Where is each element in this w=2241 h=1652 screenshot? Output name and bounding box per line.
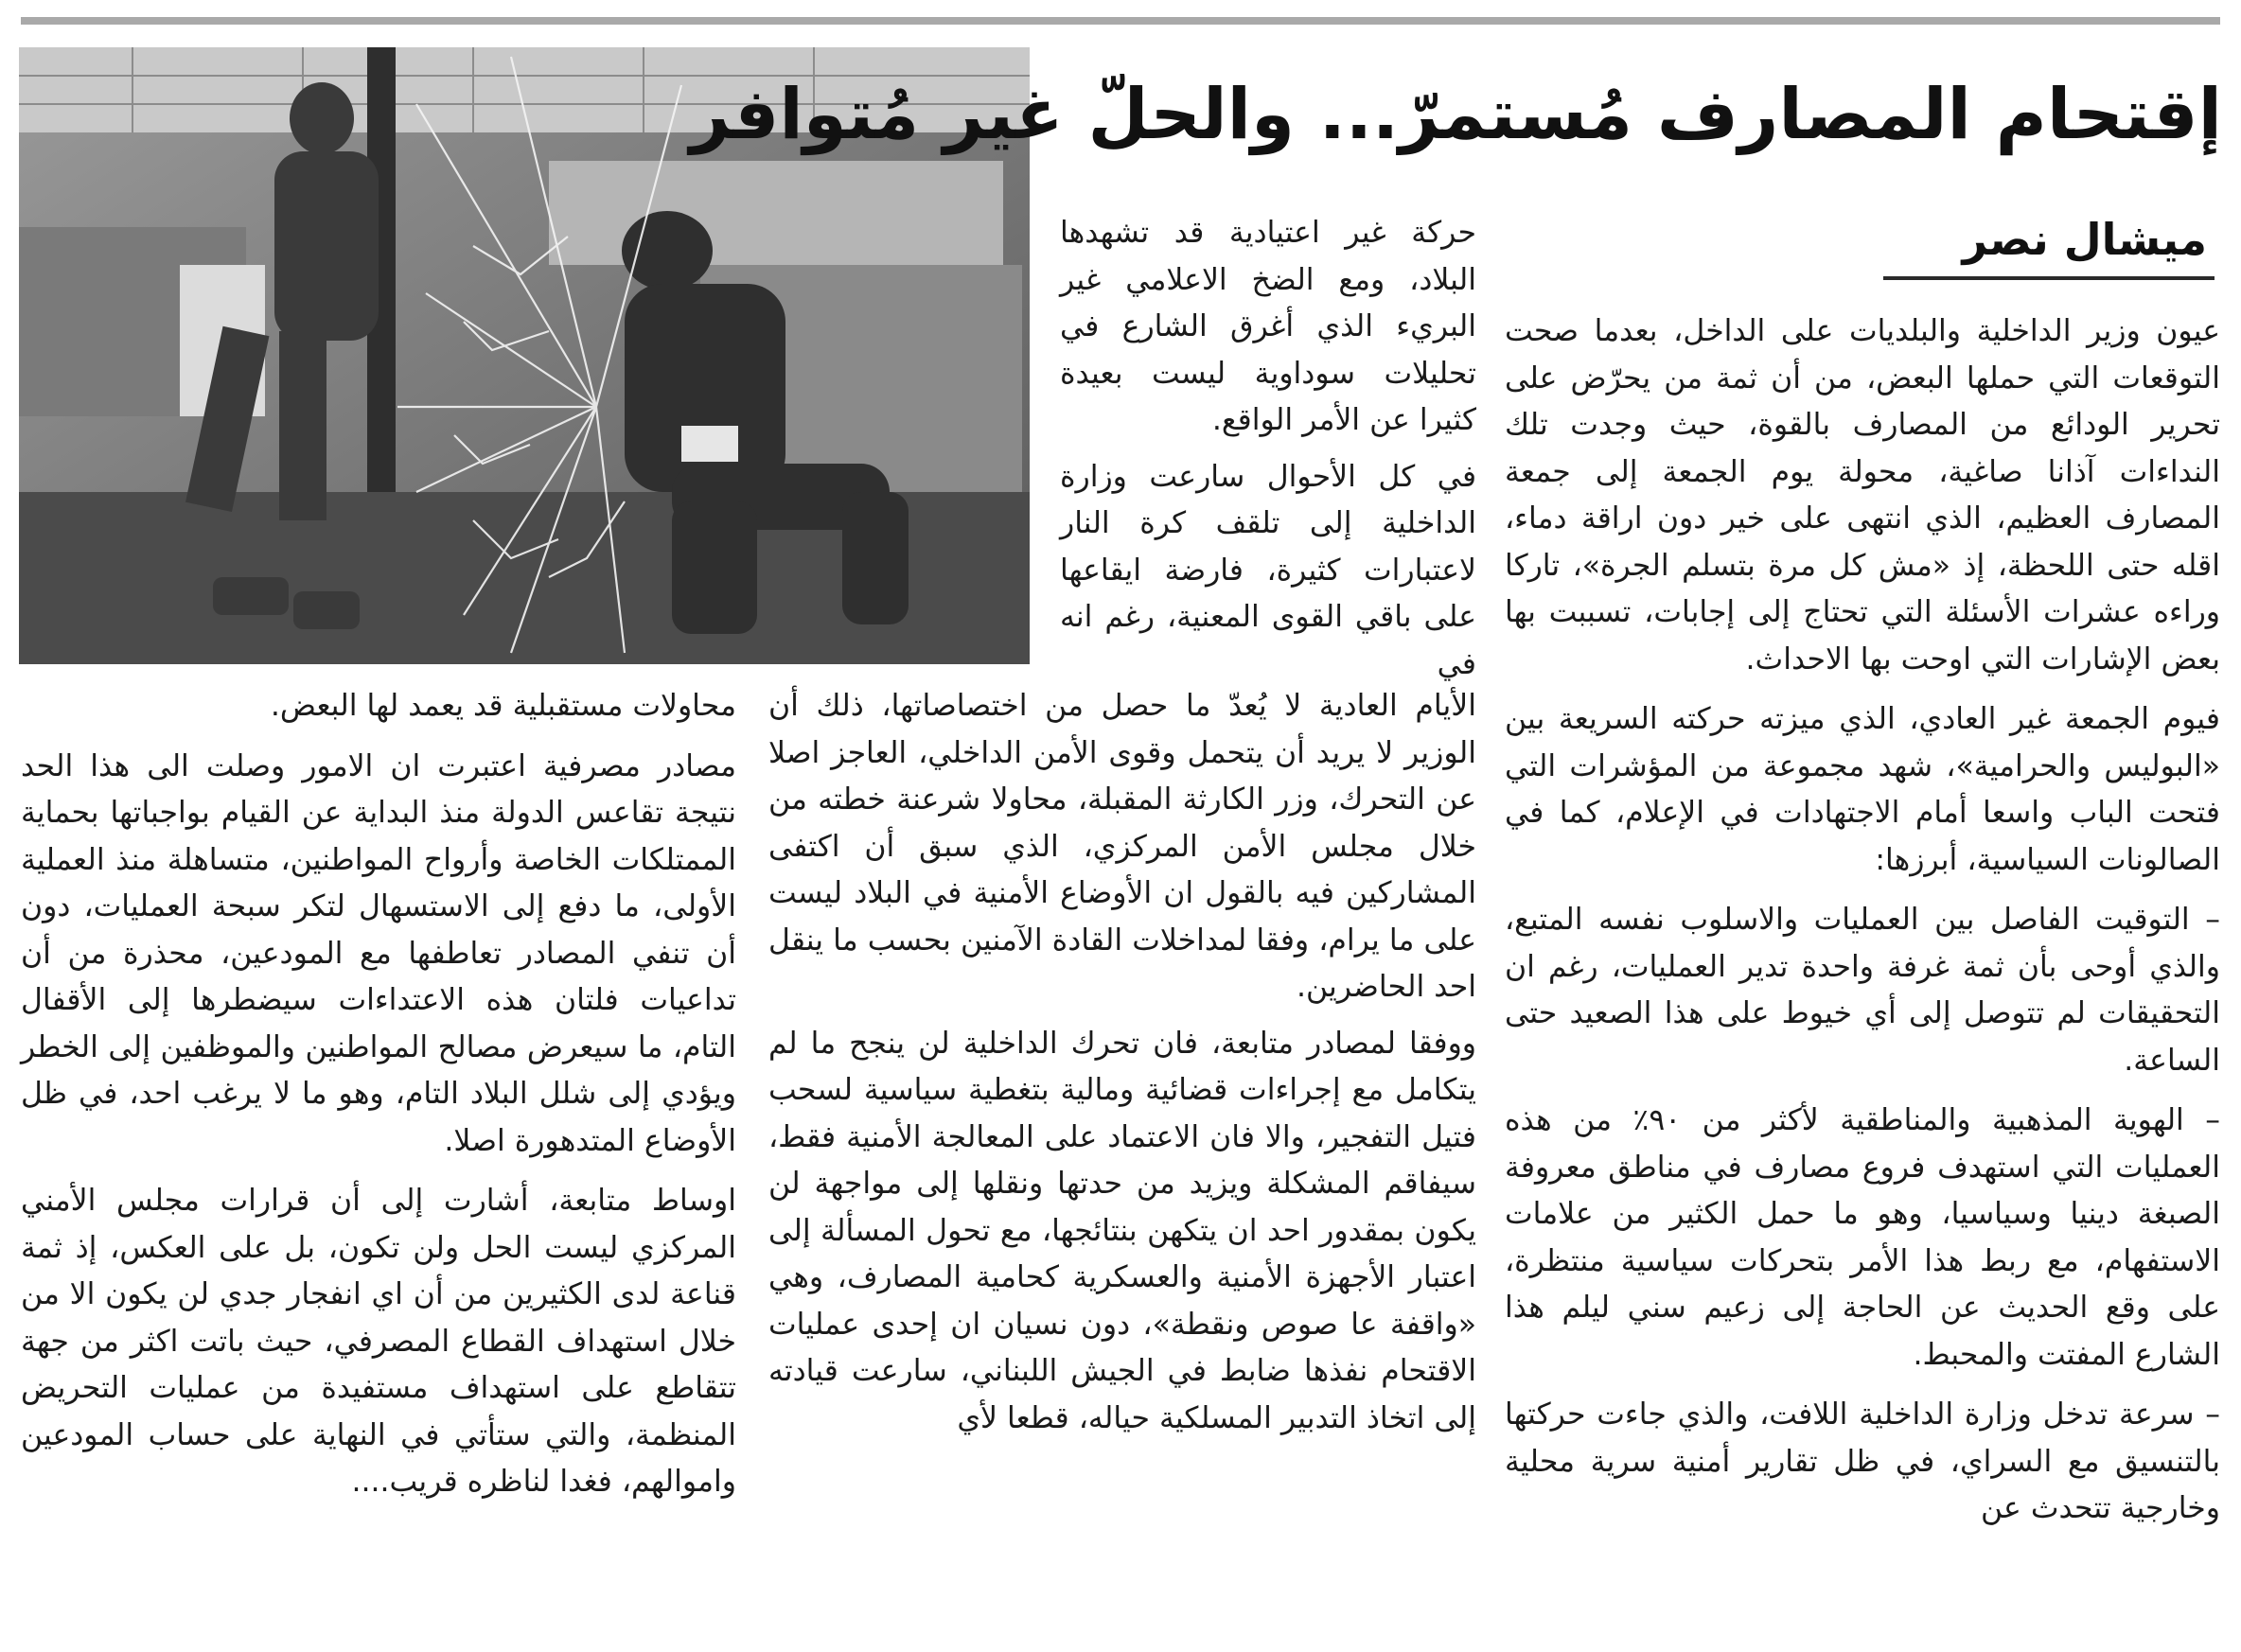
paragraph: عيون وزير الداخلية والبلديات على الداخل، بعدما صحت التوقعات التي حملها البعض، من أن ثمة من يحرّض على تحرير الودائع من المصارف بالقوة، حيث وجدت تلك النداءات آذانا صاغية، محولة يوم الجمعة إلى جمعة المصارف العظيم، الذي انتهى على خير دون اراقة دماء، اقله حتى اللحظة، إذ «مش كل مرة بتسلم الجرة»، تاركا وراءه عشرات الأسئلة التي تحتاج إلى إجابات، تسببت بها بعض الإشارات التي اوحت بها الاحداث.	[1505, 314, 2220, 677]
top-rule	[21, 17, 2220, 25]
paragraph: – سرعة تدخل وزارة الداخلية اللافت، والذي جاءت حركتها بالتنسيق مع السراي، في ظل تقارير أمنية سرية محلية وخارجية تتحدث عن	[1505, 1397, 2220, 1525]
paragraph: حركة غير اعتيادية قد تشهدها البلاد، ومع الضخ الاعلامي غير البريء الذي أغرق الشارع في تحليلات سوداوية ليست بعيدة كثيرا عن الأمر الواقع.	[1060, 216, 1476, 437]
paragraph: – الهوية المذهبية والمناطقية لأكثر من ٩٠٪ من هذه العمليات التي استهدف فروع مصارف في مناطق معروفة الصبغة دينيا وسياسيا، وهو ما حمل الكثير من علامات الاستفهام، مع ربط هذا الأمر بتحركات سياسية منتظرة، على وقع الحديث عن الحاجة إلى زعيم سني ليلم هذا الشارع المفتت والمحبط.	[1505, 1103, 2220, 1372]
article-column-middle	[768, 683, 1476, 1641]
article-column-left	[21, 683, 736, 1641]
paragraph: اوساط متابعة، أشارت إلى أن قرارات مجلس الأمني المركزي ليست الحل ولن تكون، بل على العكس، إذ ثمة قناعة لدى الكثيرين من أن اي انفجار جدي لن يكون الا من خلال استهداف القطاع المصرفي، حيث باتت اكثر من جهة تتقاطع على استهداف مستفيدة من عمليات التحريض المنظمة، والتي ستأتي في النهاية على حساب المودعين واموالهم، فغدا لناظره قريب....	[21, 1184, 736, 1499]
headline: إقتحام المصارف مُستمرّ... والحلّ غير مُتوافر	[689, 74, 2222, 155]
paragraph: فيوم الجمعة غير العادي، الذي ميزته حركته السريعة بين «البوليس والحرامية»، شهد مجموعة من المؤشرات التي فتحت الباب واسعا أمام الاجتهادات في الإعلام، كما في الصالونات السياسية، أبرزها:	[1505, 702, 2220, 877]
paragraph: الأيام العادية لا يُعدّ ما حصل من اختصاصاتها، ذلك أن الوزير لا يريد أن يتحمل وقوى الأمن الداخلي، العاجز اصلا عن التحرك، وزر الكارثة المقبلة، محاولا شرعنة خطته من خلال مجلس الأمن المركزي، الذي سبق أن اكتفى المشاركين فيه بالقول ان الأوضاع الأمنية في البلاد ليست على ما يرام، وفقا لمداخلات القادة الآمنين بحسب ما ينقل احد الحاضرين.	[768, 689, 1476, 1004]
article-column-right	[1505, 308, 2220, 1641]
article-column-middle-top	[1060, 210, 1476, 683]
byline-underline	[1883, 276, 2215, 280]
paragraph: مصادر مصرفية اعتبرت ان الامور وصلت الى هذا الحد نتيجة تقاعس الدولة منذ البداية عن القيام بواجباتها بحماية الممتلكات الخاصة وأرواح المواطنين، متساهلة منذ العملية الأولى، ما دفع إلى الاستسهال لتكر سبحة العمليات، دون أن تنفي المصادر تعاطفها مع المودعين، محذرة من أن تداعيات فلتان هذه الاعتداءات سيضطرها إلى الأقفال التام، ما سيعرض مصالح المواطنين والموظفين إلى الخطر ويؤدي إلى شلل البلاد التام، وهو ما لا يرغب احد، في ظل الأوضاع المتدهورة اصلا.	[21, 748, 736, 1158]
paragraph: – التوقيت الفاصل بين العمليات والاسلوب نفسه المتبع، والذي أوحى بأن ثمة غرفة واحدة تدير العمليات، رغم ان التحقيقات لم تتوصل إلى أي خيوط على هذا الصعيد حتى الساعة.	[1505, 903, 2220, 1078]
paragraph: محاولات مستقبلية قد يعمد لها البعض.	[270, 689, 736, 723]
paragraph: في كل الأحوال سارعت وزارة الداخلية إلى تلقف كرة النار لاعتبارات كثيرة، فارضة ايقاعها على باقي القوى المعنية، رغم انه في	[1060, 459, 1476, 681]
paragraph: ووفقا لمصادر متابعة، فان تحرك الداخلية لن ينجح ما لم يتكامل مع إجراءات قضائية ومالية بتغطية سياسية لسحب فتيل التفجير، والا فان الاعتماد على المعالجة الأمنية فقط، سيفاقم المشكلة ويزيد من حدتها ونقلها إلى مواجهة لن يكون بمقدور احد ان يتكهن بنتائجها، مع تحول المسألة إلى اعتبار الأجهزة الأمنية والعسكرية كحامية المصارف، وهي «واقفة عا صوص ونقطة»، دون نسيان ان إحدى عمليات الاقتحام نفذها ضابط في الجيش اللبناني، سارعت قيادته إلى اتخاذ التدبير المسلكية حياله، قطعا لأي	[768, 1026, 1476, 1435]
author-byline: ميشال نصر	[1962, 214, 2207, 265]
